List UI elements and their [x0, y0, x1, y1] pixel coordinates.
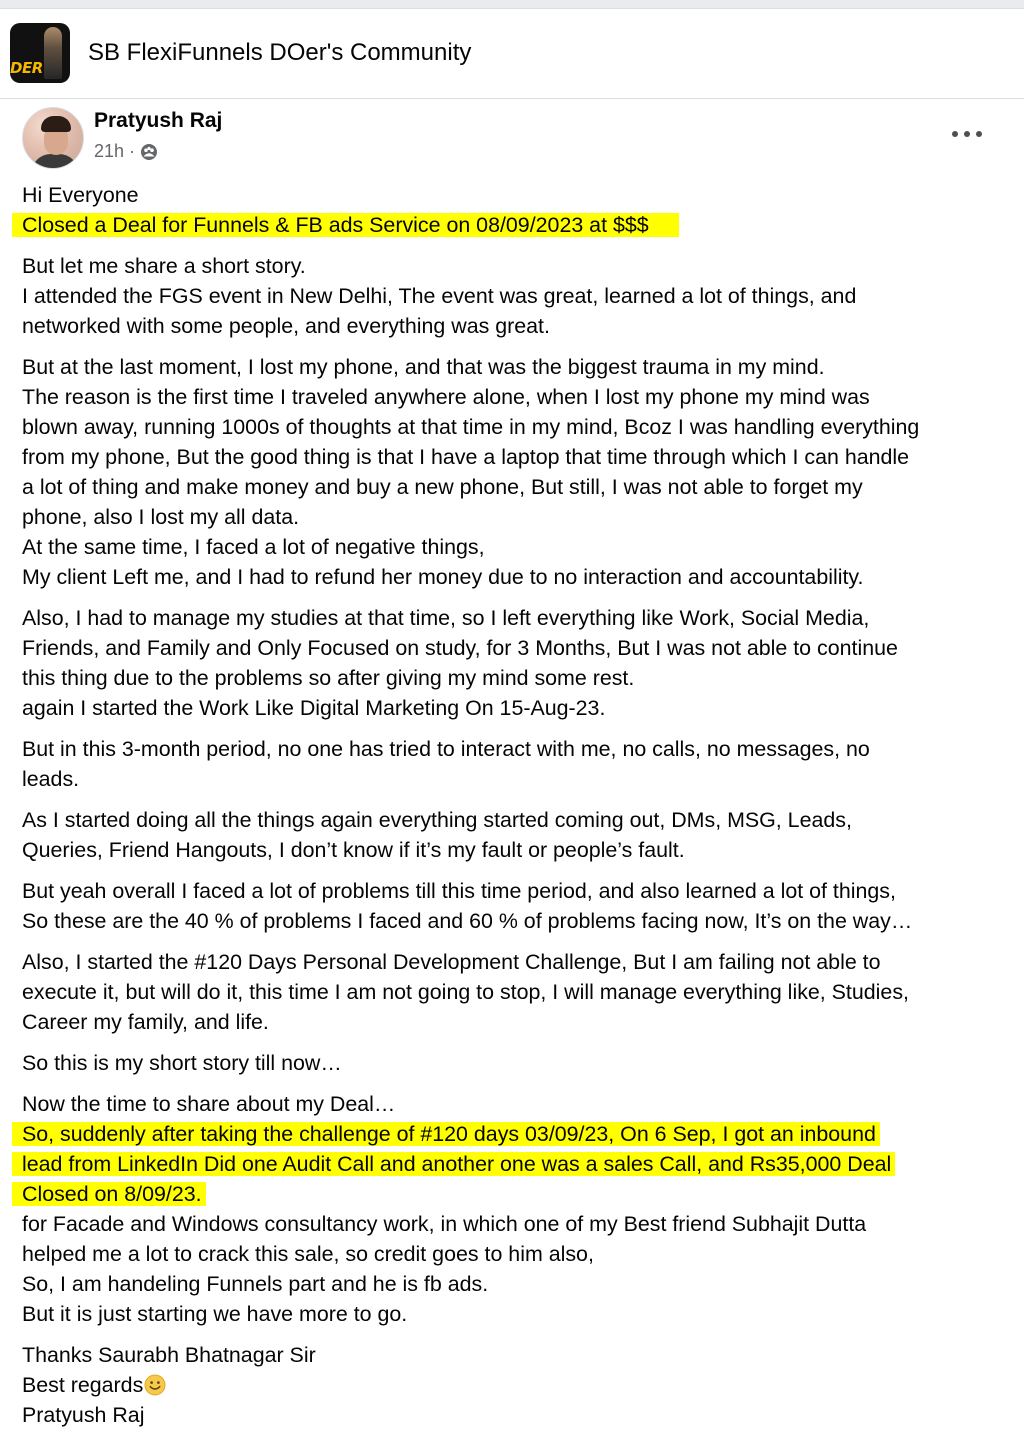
author-avatar[interactable]: [22, 107, 84, 169]
highlight: So, suddenly after taking the challenge of #120 days 03/09/23, On 6 Sep, I got an inbound: [12, 1122, 880, 1146]
post-meta: [94, 141, 158, 162]
text-line: But at the last moment, I lost my phone, and that was the biggest trauma in my mind.: [22, 355, 825, 379]
paragraph: [22, 876, 1012, 936]
paragraph: [22, 603, 1012, 723]
text-line: Now the time to share about my Deal…: [22, 1092, 396, 1116]
text-line: The reason is the first time I traveled anywhere alone, when I lost my phone my mind was: [22, 385, 870, 409]
text-line: But yeah overall I faced a lot of problems till this time period, and also learned a lot of things,: [22, 879, 896, 903]
text-line: [22, 1370, 1012, 1400]
text-line: Queries, Friend Hangouts, I don’t know if it’s my fault or people’s fault.: [22, 838, 685, 862]
top-border: [0, 0, 1024, 9]
avatar-hair: [41, 116, 71, 132]
text-line: Thanks Saurabh Bhatnagar Sir: [22, 1343, 316, 1367]
audience-members-icon[interactable]: [140, 143, 158, 161]
paragraph: [22, 1048, 1012, 1078]
text-line-highlighted: [22, 210, 1012, 240]
text-line: for Facade and Windows consultancy work, in which one of my Best friend Subhajit Dutta: [22, 1212, 867, 1236]
text-line: Hi Everyone: [22, 183, 139, 207]
more-dot: [964, 131, 970, 137]
text-line-highlighted: [22, 1179, 1012, 1209]
text-line: leads.: [22, 767, 80, 791]
text-line: So this is my short story till now…: [22, 1051, 342, 1075]
text-line: networked with some people, and everything was great.: [22, 314, 550, 338]
text-line: blown away, running 1000s of thoughts at that time in my mind, Bcoz I was handling everything: [22, 415, 920, 439]
group-avatar-icon[interactable]: [10, 23, 70, 83]
highlight: Closed on 8/09/23.: [12, 1182, 206, 1206]
text-line: Friends, and Family and Only Focused on study, for 3 Months, But I was not able to continue: [22, 636, 898, 660]
text-line: from my phone, But the good thing is that I have a laptop that time through which I can handle: [22, 445, 910, 469]
paragraph: [22, 734, 1012, 794]
more-options-icon[interactable]: [952, 126, 982, 142]
text-line: Career my family, and life.: [22, 1010, 269, 1034]
meta-separator: ·: [129, 141, 136, 161]
text-line: phone, also I lost my all data.: [22, 505, 300, 529]
post-time[interactable]: 21h: [94, 141, 125, 161]
text-line: Also, I started the #120 Days Personal Development Challenge, But I am failing not able to: [22, 950, 881, 974]
text-line: Pratyush Raj: [22, 1403, 145, 1427]
text-line-highlighted: [22, 1119, 1012, 1149]
text-line: execute it, but will do it, this time I am not going to stop, I will manage everything like, Studies,: [22, 980, 909, 1004]
text-line: Also, I had to manage my studies at that time, so I left everything like Work, Social Media,: [22, 606, 870, 630]
text-line: So, I am handeling Funnels part and he is fb ads.: [22, 1272, 489, 1296]
group-header: [0, 9, 1024, 99]
text-line: helped me a lot to crack this sale, so credit goes to him also,: [22, 1242, 594, 1266]
group-avatar-text: DER: [10, 59, 43, 77]
smiley-emoji-icon: [144, 1374, 166, 1396]
paragraph: [22, 1089, 1012, 1329]
text-line: But let me share a short story.: [22, 254, 306, 278]
paragraph: [22, 180, 1012, 240]
paragraph: [22, 947, 1012, 1037]
group-avatar-figure: [44, 27, 62, 79]
avatar-shirt: [31, 154, 79, 169]
post-body: [22, 180, 1012, 1441]
group-title[interactable]: SB FlexiFunnels DOer's Community: [88, 39, 472, 66]
highlight: lead from LinkedIn Did one Audit Call and another one was a sales Call, and Rs35,000 Deal: [12, 1152, 895, 1176]
paragraph: [22, 352, 1012, 592]
text-line: again I started the Work Like Digital Marketing On 15-Aug-23.: [22, 696, 606, 720]
text-line-highlighted: [22, 1149, 1012, 1179]
text-line: At the same time, I faced a lot of negative things,: [22, 535, 485, 559]
text-line: a lot of thing and make money and buy a new phone, But still, I was not able to forget my: [22, 475, 863, 499]
text-line: this thing due to the problems so after giving my mind some rest.: [22, 666, 635, 690]
paragraph: [22, 1340, 1012, 1430]
text-line: As I started doing all the things again everything started coming out, DMs, MSG, Leads,: [22, 808, 852, 832]
text-line: I attended the FGS event in New Delhi, The event was great, learned a lot of things, and: [22, 284, 857, 308]
paragraph: [22, 805, 1012, 865]
highlight: Closed a Deal for Funnels & FB ads Service on 08/09/2023 at $$$: [12, 213, 679, 237]
text-line: But it is just starting we have more to go.: [22, 1302, 408, 1326]
text-line: But in this 3-month period, no one has tried to interact with me, no calls, no messages, no: [22, 737, 870, 761]
more-dot: [952, 131, 958, 137]
paragraph: [22, 251, 1012, 341]
best-regards-text: Best regards: [22, 1373, 144, 1397]
text-line: My client Left me, and I had to refund her money due to no interaction and accountability.: [22, 565, 864, 589]
author-name[interactable]: Pratyush Raj: [94, 109, 223, 132]
more-dot: [976, 131, 982, 137]
text-line: So these are the 40 % of problems I faced and 60 % of problems facing now, It’s on the way…: [22, 909, 913, 933]
